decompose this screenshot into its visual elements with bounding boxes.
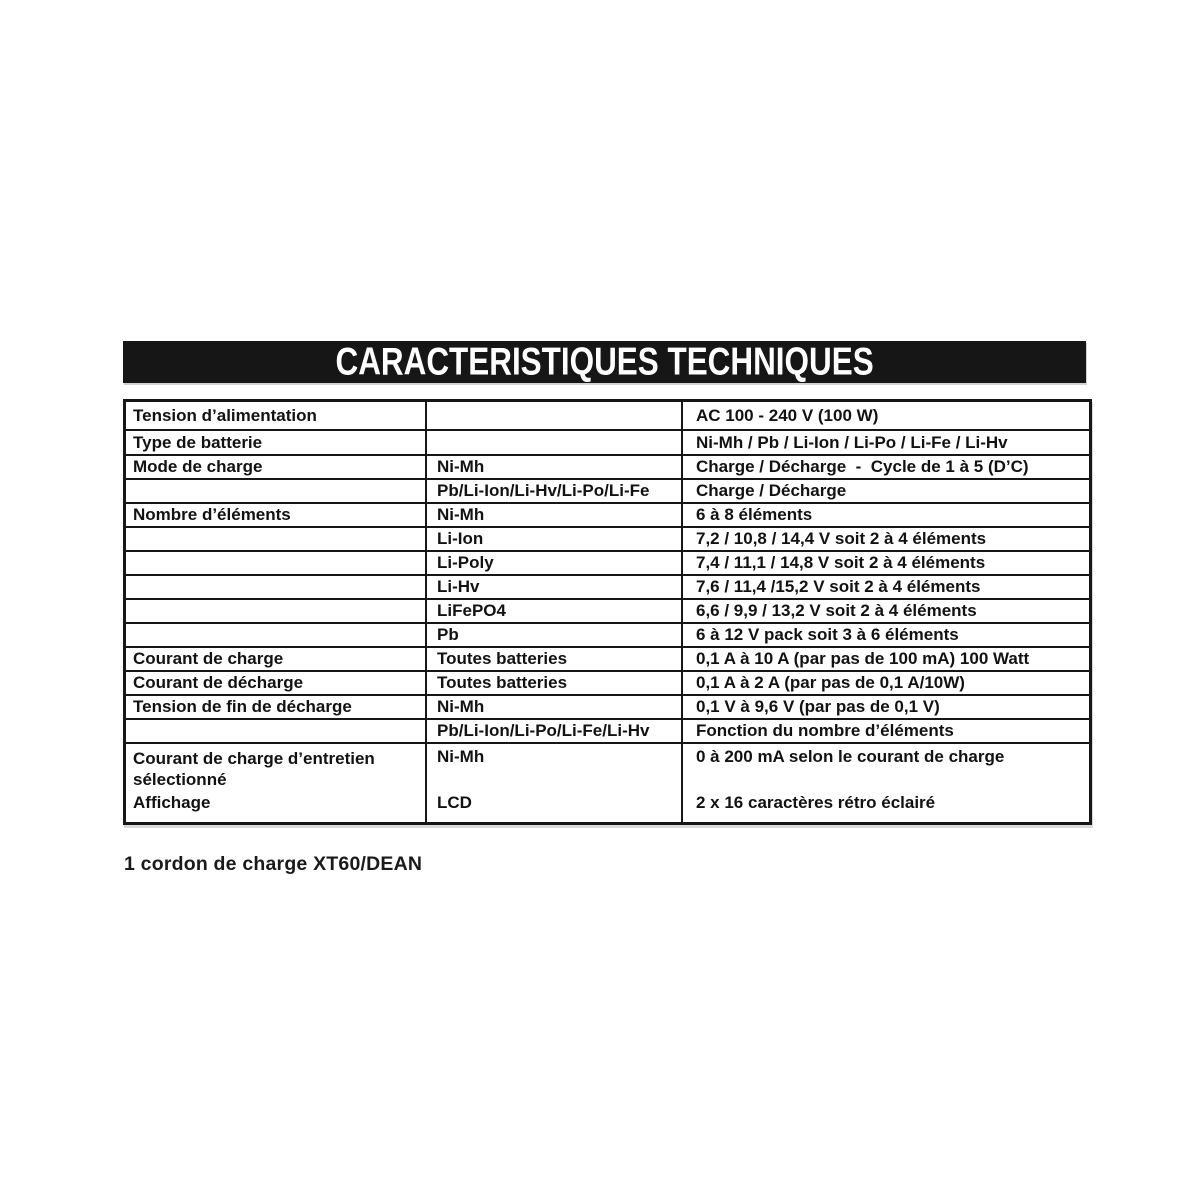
spec-battery-cell: Ni-Mh [427,696,683,720]
spec-battery-cell: Pb/Li-Ion/Li-Hv/Li-Po/Li-Fe [427,480,683,504]
spec-table-row [126,720,1089,744]
spec-table-row [126,792,1089,822]
spec-battery-cell: Pb/Li-Ion/Li-Po/Li-Fe/Li-Hv [427,720,683,744]
spec-battery-cell: Li-Hv [427,576,683,600]
spec-value-cell: 6 à 8 éléments [683,504,1089,528]
spec-battery-cell: Toutes batteries [427,648,683,672]
spec-label-cell: Mode de charge [126,456,427,480]
spec-table-row [126,600,1089,624]
spec-label-cell: Tension de fin de décharge [126,696,427,720]
spec-value-cell: AC 100 - 240 V (100 W) [683,402,1089,431]
spec-battery-cell: Pb [427,624,683,648]
footer-note: 1 cordon de charge XT60/DEAN [124,853,423,875]
spec-label-cell: Courant de charge [126,648,427,672]
spec-table-body [126,402,1089,822]
document-page [123,341,1086,876]
spec-value-cell: 7,2 / 10,8 / 14,4 V soit 2 à 4 éléments [683,528,1089,552]
spec-value-cell: 7,4 / 11,1 / 14,8 V soit 2 à 4 éléments [683,552,1089,576]
spec-table-row [126,696,1089,720]
spec-table-row [126,431,1089,456]
spec-table-row [126,672,1089,696]
spec-label-cell: Tension d’alimentation [126,402,427,431]
spec-table-row [126,648,1089,672]
spec-table-row [126,528,1089,552]
section-title: CARACTERISTIQUES TECHNIQUES [335,339,874,383]
spec-value-cell: 6 à 12 V pack soit 3 à 6 éléments [683,624,1089,648]
spec-battery-cell: Li-Poly [427,552,683,576]
spec-label-cell [126,528,427,552]
spec-label-cell: Courant de charge d’entretien sélectionné [126,744,427,792]
spec-battery-cell [427,402,683,431]
spec-value-cell: 2 x 16 caractères rétro éclairé [696,793,936,812]
spec-battery-cell: Li-Ion [427,528,683,552]
spec-label-cell: Affichage [126,792,427,822]
section-title-bar [123,341,1086,383]
spec-label-cell: Courant de décharge [126,672,427,696]
spec-value-cell: 6,6 / 9,9 / 13,2 V soit 2 à 4 éléments [683,600,1089,624]
spec-table-row [126,624,1089,648]
spec-label-cell [126,552,427,576]
spec-battery-cell: Ni-Mh [427,744,683,792]
spec-value-cell: Charge / Décharge - Cycle de 1 à 5 (D’C) [683,456,1089,480]
spec-table-row [126,480,1089,504]
spec-table-row [126,456,1089,480]
spec-value-cell: 0 à 200 mA selon le courant de charge [696,747,1005,766]
spec-value-cell: 0,1 V à 9,6 V (par pas de 0,1 V) [683,696,1089,720]
spec-table-row [126,576,1089,600]
spec-label-cell [126,576,427,600]
spec-value-cell: 0,1 A à 2 A (par pas de 0,1 A/10W) [683,672,1089,696]
spec-label-cell [126,480,427,504]
spec-battery-cell: Toutes batteries [427,672,683,696]
spec-table-row [126,744,1089,792]
spec-label-cell: Type de batterie [126,431,427,456]
spec-value-cell: Charge / Décharge [683,480,1089,504]
spec-label-cell [126,720,427,744]
spec-value-cell: Fonction du nombre d’éléments [683,720,1089,744]
spec-battery-cell: LCD [427,792,683,822]
spec-battery-cell: LiFePO4 [427,600,683,624]
spec-battery-cell: Ni-Mh [427,504,683,528]
spec-battery-cell [427,431,683,456]
spec-value-cell: Ni-Mh / Pb / Li-Ion / Li-Po / Li-Fe / Li-Hv [683,431,1089,456]
spec-label-cell [126,600,427,624]
spec-label-cell [126,624,427,648]
spec-table-row [126,504,1089,528]
spec-value-cell: 0,1 A à 10 A (par pas de 100 mA) 100 Watt [683,648,1089,672]
spec-value-cell: 7,6 / 11,4 /15,2 V soit 2 à 4 éléments [683,576,1089,600]
spec-label-cell: Nombre d’éléments [126,504,427,528]
spec-table-row [126,402,1089,431]
spec-table [123,399,1092,825]
spec-battery-cell: Ni-Mh [427,456,683,480]
spec-table-row [126,552,1089,576]
